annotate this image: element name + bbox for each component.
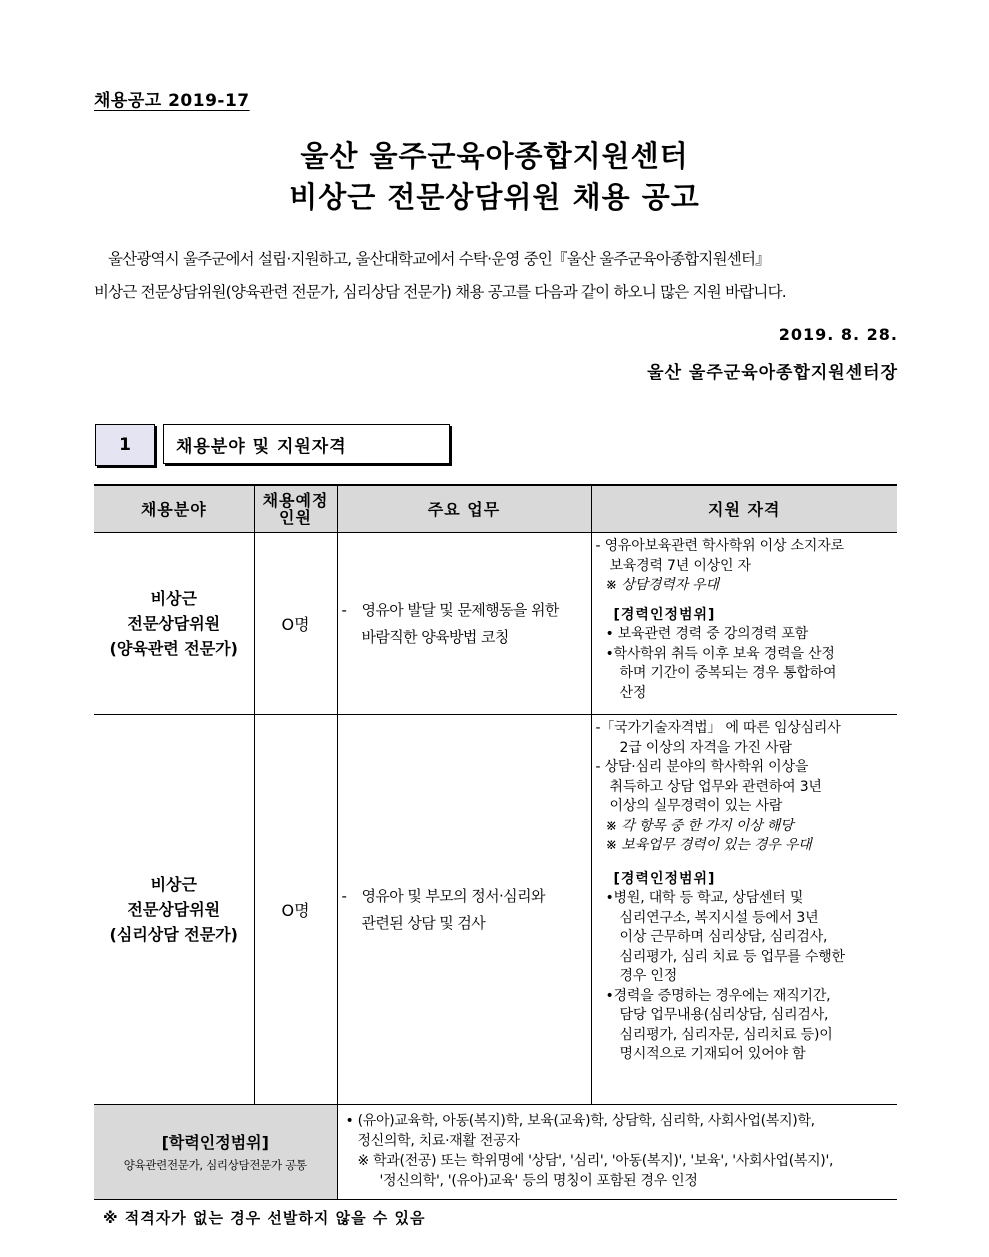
qual-line: 심리평가, 심리자문, 심리치료 등)이 xyxy=(619,1026,833,1043)
field-line: 전문상담위원 xyxy=(127,900,221,919)
education-label: [학력인정범위] xyxy=(161,1133,269,1152)
count-cell: O명 xyxy=(254,715,337,1105)
field-cell xyxy=(94,533,254,715)
field-line: 비상근 xyxy=(150,875,197,894)
recruitment-table xyxy=(94,484,897,1200)
qual-line: •학사학위 취득 이후 보육 경력을 산정 xyxy=(605,645,835,662)
duty-line: 영유아 및 부모의 정서·심리와 xyxy=(361,886,545,905)
qual-line: •병원, 대학 등 학교, 상담센터 및 xyxy=(605,890,804,906)
qual-line: - 상담·심리 분야의 학사학위 이상을 xyxy=(595,759,809,775)
notice-date: 2019. 8. 28. xyxy=(778,325,898,344)
field-line: (심리상담 전문가) xyxy=(109,925,238,944)
qual-line: 보육경력 7년 이상인 자 xyxy=(609,557,751,574)
duty-line: 관련된 상담 및 검사 xyxy=(361,913,486,932)
notice-number: 채용공고 2019-17 xyxy=(94,91,250,111)
qual-line: 취득하고 상담 업무와 관련하여 3년 xyxy=(609,778,822,795)
qual-subheading: [경력인정범위] xyxy=(613,870,716,887)
qual-line: 이상의 실무경력이 있는 사람 xyxy=(609,798,783,814)
qual-line: -「국가기술자격법」 에 따른 임상심리사 xyxy=(595,720,841,736)
field-cell xyxy=(94,715,254,1105)
education-label-cell xyxy=(94,1105,337,1200)
qualification-cell xyxy=(591,715,897,1105)
header-field: 채용분야 xyxy=(94,485,254,533)
education-note: '정신의학', '(유아)교육' 등의 명칭이 포함된 경우 인정 xyxy=(379,1173,698,1189)
qual-line: 산정 xyxy=(619,684,647,701)
count-cell: O명 xyxy=(254,533,337,715)
section-title: 채용분야 및 지원자격 xyxy=(163,424,450,464)
footnote: ※ 적격자가 없는 경우 선발하지 않을 수 있음 xyxy=(103,1209,426,1227)
field-line: 전문상담위원 xyxy=(127,614,221,633)
qual-line: •경력을 증명하는 경우에는 재직기간, xyxy=(605,987,831,1004)
header-count xyxy=(254,485,337,533)
education-note: ※ 학과(전공) 또는 학위명에 '상담', '심리', '아동(복지)', '보육', '사회사업(복지)', xyxy=(357,1153,834,1169)
education-line: • (유아)교육학, 아동(복지)학, 보육(교육)학, 상담학, 심리학, 사회사업(복지)학, xyxy=(345,1113,815,1129)
education-text-cell xyxy=(337,1105,897,1200)
table-row xyxy=(94,715,897,1105)
qual-note: ※ 상담경력자 우대 xyxy=(605,577,719,593)
qual-subheading: [경력인정범위] xyxy=(613,606,716,623)
issuer-signature: 울산 울주군육아종합지원센터장 xyxy=(647,363,898,383)
intro-line2: 비상근 전문상담위원(양육관련 전문가, 심리상담 전문가) 채용 공고를 다음과 같이 하오니 많은 지원 바랍니다. xyxy=(94,283,786,301)
table-header-row xyxy=(94,485,897,533)
duty-line: 영유아 발달 및 문제행동을 위한 xyxy=(361,600,559,619)
education-sublabel: 양육관련전문가, 심리상담전문가 공통 xyxy=(123,1158,307,1172)
header-duty: 주요 업무 xyxy=(337,485,591,533)
duty-cell: - 영유아 및 부모의 정서·심리와 관련된 상담 및 검사 xyxy=(337,715,591,1105)
qual-line: • 보육관련 경력 중 강의경력 포함 xyxy=(605,626,809,642)
page-title-line1: 울산 울주군육아종합지원센터 xyxy=(300,139,689,173)
duty-line: 바람직한 양육방법 코칭 xyxy=(361,627,509,646)
qual-line: 심리평가, 심리 치료 등 업무를 수행한 xyxy=(619,948,845,965)
qual-line: 명시적으로 기재되어 있어야 함 xyxy=(619,1046,806,1062)
qual-line: 심리연구소, 복지시설 등에서 3년 xyxy=(619,909,819,926)
page-title-line2: 비상근 전문상담위원 채용 공고 xyxy=(289,180,700,214)
education-line: 정신의학, 치료·재활 전공자 xyxy=(357,1133,520,1149)
qual-line: 담당 업무내용(심리상담, 심리검사, xyxy=(619,1007,829,1023)
education-row xyxy=(94,1105,897,1200)
field-line: 비상근 xyxy=(150,589,197,608)
section-number: 1 xyxy=(95,424,155,466)
qual-note: ※ 각 항목 중 한 가지 이상 해당 xyxy=(605,817,794,834)
qual-note: ※ 보육업무 경력이 있는 경우 우대 xyxy=(605,837,812,853)
qualification-cell xyxy=(591,533,897,715)
qual-line: 이상 근무하며 심리상담, 심리검사, xyxy=(619,929,828,945)
qual-line: - 영유아보육관련 학사학위 이상 소지자로 xyxy=(595,538,844,554)
intro-line1: 울산광역시 울주군에서 설립·지원하고, 울산대학교에서 수탁·운영 중인『울산 울주군육아종합지원센터』 xyxy=(108,250,770,268)
qual-line: 경우 인정 xyxy=(619,968,678,984)
field-line: (양육관련 전문가) xyxy=(109,639,238,658)
header-count-line1: 채용예정 xyxy=(262,491,329,510)
qual-line: 하며 기간이 중복되는 경우 통합하여 xyxy=(619,665,837,681)
qual-line: 2급 이상의 자격을 가진 사람 xyxy=(619,739,792,756)
header-qualification: 지원 자격 xyxy=(591,485,897,533)
duty-cell: - 영유아 발달 및 문제행동을 위한 바람직한 양육방법 코칭 xyxy=(337,533,591,715)
table-row xyxy=(94,533,897,715)
header-count-line2: 인원 xyxy=(279,508,312,527)
